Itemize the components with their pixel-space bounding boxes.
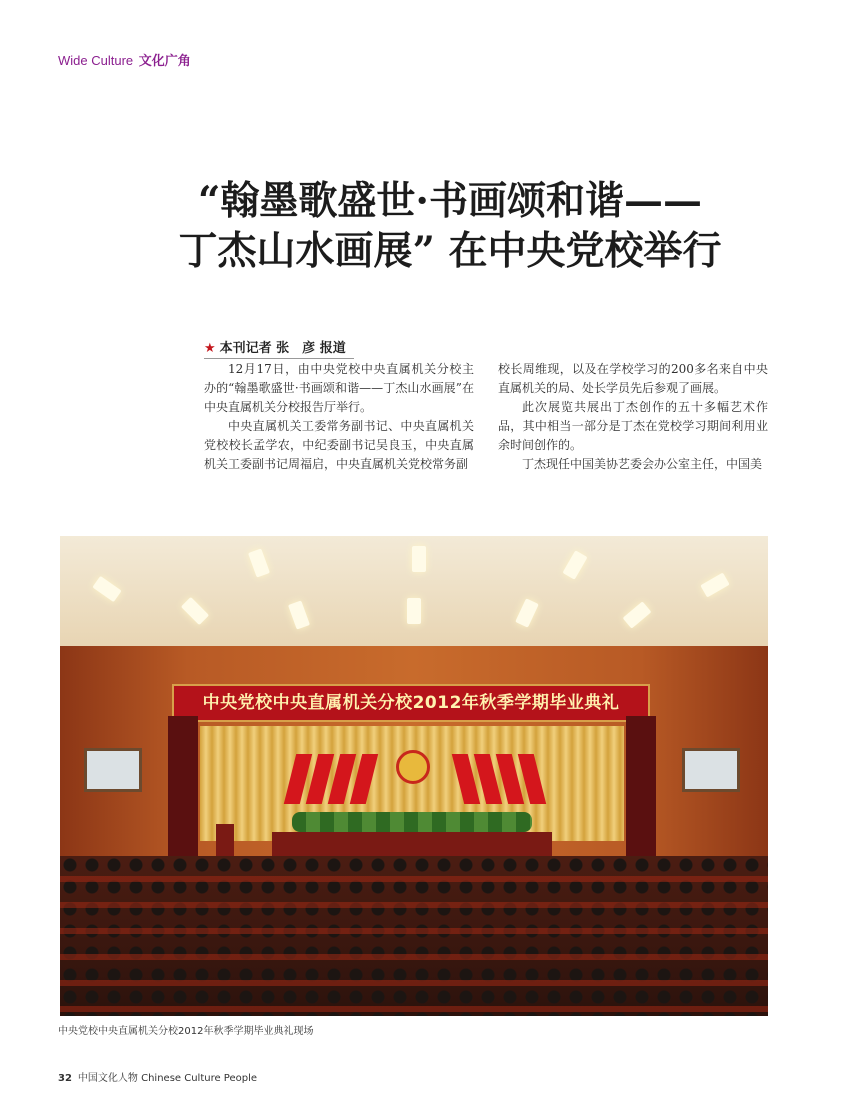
ceiling-light xyxy=(288,600,310,629)
photo-banner xyxy=(172,684,650,722)
page-number: 32 xyxy=(58,1073,72,1084)
paragraph: 丁杰现任中国美协艺委会办公室主任，中国美 xyxy=(522,457,763,471)
article-title xyxy=(150,176,750,276)
ceiling-light xyxy=(700,572,730,597)
byline-text: 本刊记者 张 彦 报道 xyxy=(219,341,346,356)
section-label-cn: 文化广角 xyxy=(138,53,191,68)
stage-side-panel xyxy=(626,716,656,861)
photo-ceiling xyxy=(60,536,768,656)
ceiling-light xyxy=(407,598,421,624)
section-label xyxy=(58,50,191,69)
ceremony-photo xyxy=(60,536,768,1016)
ceiling-light xyxy=(181,597,209,625)
speaker-podium xyxy=(216,824,234,858)
ceiling-light xyxy=(248,548,270,577)
side-screen xyxy=(84,748,142,792)
photo-caption: 中央党校中央直属机关分校2012年秋季学期毕业典礼现场 xyxy=(58,1026,314,1037)
ceiling-light xyxy=(623,601,652,628)
star-icon: ★ xyxy=(204,341,216,356)
party-emblem-icon xyxy=(396,750,430,784)
body-column-left xyxy=(204,360,474,474)
ceiling-light xyxy=(515,598,539,627)
page-footer xyxy=(58,1069,257,1084)
stage-plants xyxy=(292,812,532,832)
article-title-line-2: 丁杰山水画展” 在中央党校举行 xyxy=(178,228,722,274)
side-screen xyxy=(682,748,740,792)
paragraph: 12月17日，由中央党校中央直属机关分校主办的“翰墨歌盛世·书画颂和谐——丁杰山水画展”在中央直属机关分校报告厅举行。 xyxy=(204,362,474,414)
seat-rows xyxy=(60,856,768,1016)
paragraph: 校长周维现，以及在学校学习的200多名来自中央直属机关的局、处长学员先后参观了画展。 xyxy=(498,362,768,395)
photo-banner-text: 中央党校中央直属机关分校2012年秋季学期毕业典礼 xyxy=(202,693,620,713)
magazine-name: 中国文化人物 Chinese Culture People xyxy=(77,1073,258,1084)
paragraph: 中央直属机关工委常务副书记、中央直属机关党校校长孟学农，中纪委副书记吴良玉，中央直属机关工委副书记周福启，中央直属机关党校常务副 xyxy=(204,419,474,471)
stage-side-panel xyxy=(168,716,198,861)
byline xyxy=(204,337,354,359)
paragraph: 此次展览共展出丁杰创作的五十多幅艺术作品，其中相当一部分是丁杰在党校学习期间利用业余时间创作的。 xyxy=(498,400,768,452)
ceiling-light xyxy=(92,576,121,602)
ceiling-light xyxy=(562,550,587,580)
article-title-line-1: “翰墨歌盛世·书画颂和谐—— xyxy=(197,178,702,224)
body-column-right xyxy=(498,360,768,474)
ceiling-light xyxy=(412,546,426,572)
section-label-en: Wide Culture xyxy=(58,53,134,68)
